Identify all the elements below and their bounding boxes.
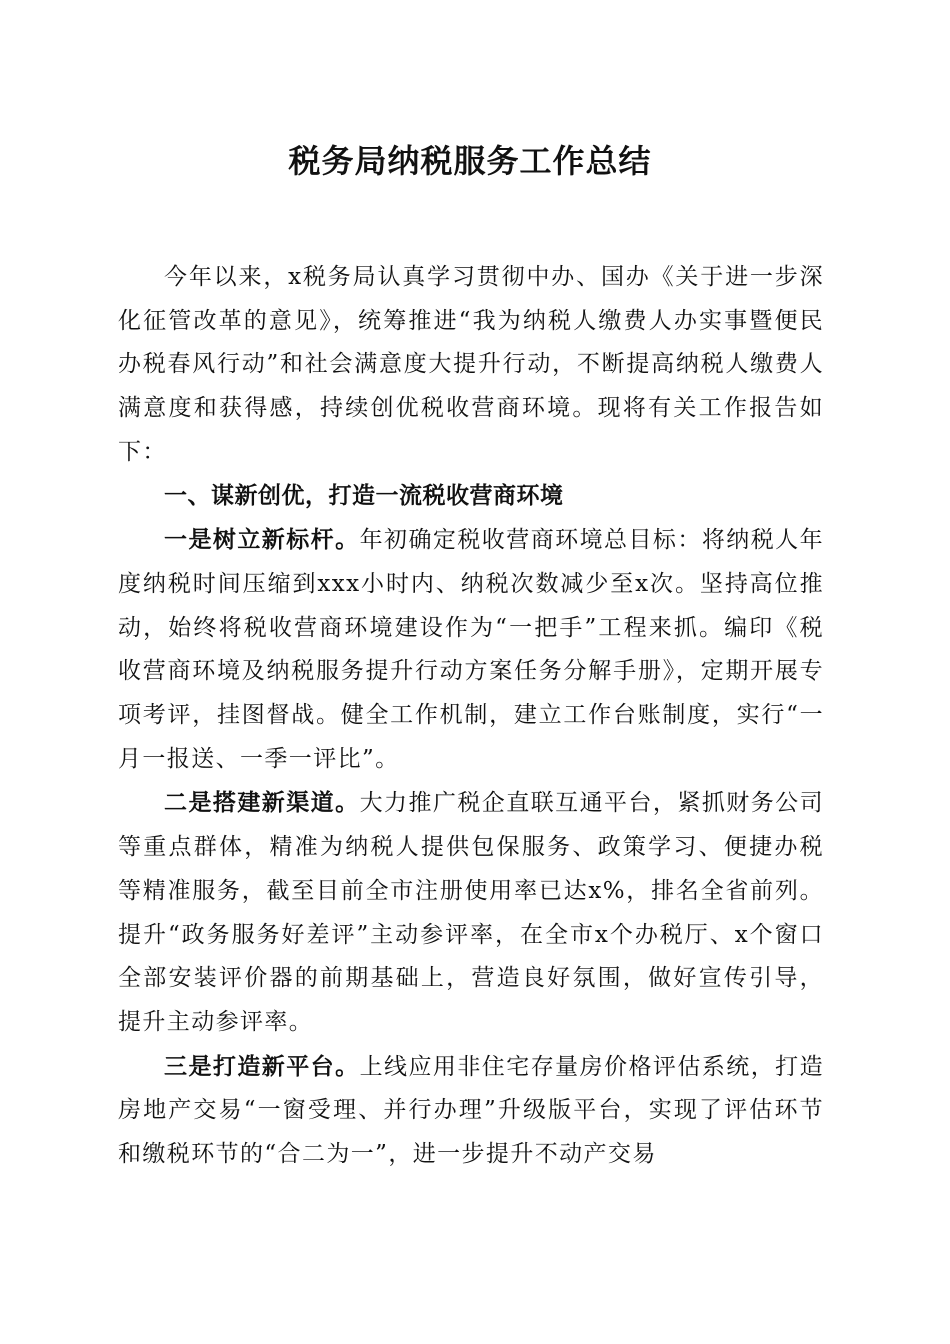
paragraph-lead: 三是打造新平台。: [164, 1052, 360, 1080]
paragraph-lead: 一是树立新标杆。: [164, 526, 360, 554]
paragraph-text: 上线应用非住宅存量房价格评估系统，打造房地产交易“一窗受理、并行办理”升级版平台，实现了评估环节和缴税环节的“合二为一”，进一步提升不动产交易: [118, 1053, 825, 1168]
paragraph-new-channel: [118, 781, 824, 1044]
paragraph-lead: 二是搭建新渠道。: [164, 789, 360, 817]
intro-paragraph: 今年以来，x税务局认真学习贯彻中办、国办《关于进一步深化征管改革的意见》，统筹推进“我为纳税人缴费人办实事暨便民办税春风行动”和社会满意度大提升行动，不断提高纳税人缴费人满意度和获得感，持续创优税收营商环境。现将有关工作报告如下：: [118, 264, 824, 465]
paragraph-text: 年初确定税收营商环境总目标：将纳税人年度纳税时间压缩到xxx小时内、纳税次数减少至x次。坚持高位推动，始终将税收营商环境建设作为“一把手”工程来抓。编印《税收营商环境及纳税服务提升行动方案任务分解手册》，定期开展专项考评，挂图督战。健全工作机制，建立工作台账制度，实行“一月一报送、一季一评比”。: [118, 527, 825, 772]
section-heading: 一、谋新创优，打造一流税收营商环境: [164, 482, 564, 509]
document-body: [118, 256, 824, 1177]
paragraph-new-platform: [118, 1045, 824, 1177]
paragraph-text: 大力推广税企直联互通平台，紧抓财务公司等重点群体，精准为纳税人提供包保服务、政策学习、便捷办税等精准服务，截至目前全市注册使用率已达x%，排名全省前列。提升“政务服务好差评”主动参评率，在全市x个办税厅、x个窗口全部安装评价器的前期基础上，营造良好氛围，做好宣传引导，提升主动参评率。: [118, 790, 825, 1035]
paragraph-new-benchmark: [118, 518, 824, 781]
document-title: 税务局纳税服务工作总结: [288, 142, 652, 180]
